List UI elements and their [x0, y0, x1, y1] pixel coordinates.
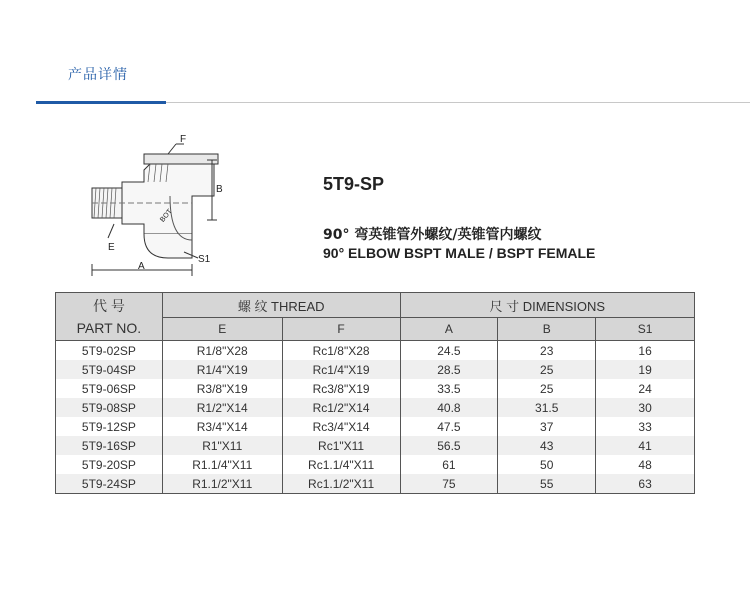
col-header-s1: S1: [596, 318, 695, 341]
cell-b: 23: [498, 341, 596, 361]
table-row: [56, 379, 695, 398]
elbow-technical-drawing: [84, 130, 234, 280]
cell-e: R3/4"X14: [162, 417, 282, 436]
cell-f: Rc1/8"X28: [282, 341, 400, 361]
cell-f: Rc1"X11: [282, 436, 400, 455]
cell-f: Rc3/8"X19: [282, 379, 400, 398]
section-title: 产品详情: [68, 67, 128, 83]
cell-f: Rc3/4"X14: [282, 417, 400, 436]
cell-f: Rc1/2"X14: [282, 398, 400, 417]
cell-a: 75: [400, 474, 498, 494]
cell-part: 5T9-20SP: [56, 455, 163, 474]
product-description-en: 90° ELBOW BSPT MALE / BSPT FEMALE: [323, 245, 596, 261]
cell-s1: 63: [596, 474, 695, 494]
cell-f: Rc1.1/4"X11: [282, 455, 400, 474]
part-number-header-en: PART NO.: [76, 319, 142, 336]
cell-part: 5T9-02SP: [56, 341, 163, 361]
cell-s1: 16: [596, 341, 695, 361]
cell-f: Rc1.1/2"X11: [282, 474, 400, 494]
label-a: A: [138, 261, 145, 272]
cell-b: 43: [498, 436, 596, 455]
label-bot: BOT: [159, 208, 174, 224]
cell-e: R1/8"X28: [162, 341, 282, 361]
cell-e: R1/4"X19: [162, 360, 282, 379]
cell-part: 5T9-24SP: [56, 474, 163, 494]
cell-s1: 30: [596, 398, 695, 417]
spec-table: [55, 292, 695, 494]
col-header-b: B: [498, 318, 596, 341]
cell-part: 5T9-16SP: [56, 436, 163, 455]
dimensions-header: 尺 寸 DIMENSIONS: [400, 293, 694, 318]
part-number-header-cn: 代 号: [92, 297, 125, 314]
product-code: 5T9-SP: [323, 174, 385, 194]
cell-b: 25: [498, 360, 596, 379]
cell-e: R1/2"X14: [162, 398, 282, 417]
cell-part: 5T9-06SP: [56, 379, 163, 398]
label-b: B: [216, 184, 223, 195]
section-header: [0, 0, 750, 110]
table-row: [56, 474, 695, 494]
cell-s1: 48: [596, 455, 695, 474]
thread-header: 螺 纹 THREAD: [162, 293, 400, 318]
cell-s1: 24: [596, 379, 695, 398]
cell-a: 47.5: [400, 417, 498, 436]
table-row: [56, 436, 695, 455]
cell-s1: 19: [596, 360, 695, 379]
cell-a: 40.8: [400, 398, 498, 417]
part-number-header: [56, 293, 163, 341]
cell-b: 25: [498, 379, 596, 398]
cell-part: 5T9-04SP: [56, 360, 163, 379]
cell-part: 5T9-08SP: [56, 398, 163, 417]
table-row: [56, 360, 695, 379]
col-header-f: F: [282, 318, 400, 341]
cell-part: 5T9-12SP: [56, 417, 163, 436]
cell-e: R3/8"X19: [162, 379, 282, 398]
label-f: F: [180, 134, 187, 145]
cell-a: 61: [400, 455, 498, 474]
header-accent-bar: [36, 101, 166, 104]
col-header-a: A: [400, 318, 498, 341]
product-description-cn: 90° 弯英锥管外螺纹/英锥管内螺纹: [323, 227, 542, 243]
cell-e: R1"X11: [162, 436, 282, 455]
cell-a: 56.5: [400, 436, 498, 455]
cell-b: 37: [498, 417, 596, 436]
table-row: [56, 398, 695, 417]
cell-e: R1.1/2"X11: [162, 474, 282, 494]
table-row: [56, 417, 695, 436]
cell-s1: 33: [596, 417, 695, 436]
cell-e: R1.1/4"X11: [162, 455, 282, 474]
cell-a: 24.5: [400, 341, 498, 361]
cell-b: 50: [498, 455, 596, 474]
col-header-e: E: [162, 318, 282, 341]
cell-a: 28.5: [400, 360, 498, 379]
cell-f: Rc1/4"X19: [282, 360, 400, 379]
table-row: [56, 341, 695, 361]
cell-b: 31.5: [498, 398, 596, 417]
cell-s1: 41: [596, 436, 695, 455]
cell-b: 55: [498, 474, 596, 494]
table-row: [56, 455, 695, 474]
label-s1: S1: [198, 254, 211, 265]
cell-a: 33.5: [400, 379, 498, 398]
label-e: E: [108, 242, 115, 253]
